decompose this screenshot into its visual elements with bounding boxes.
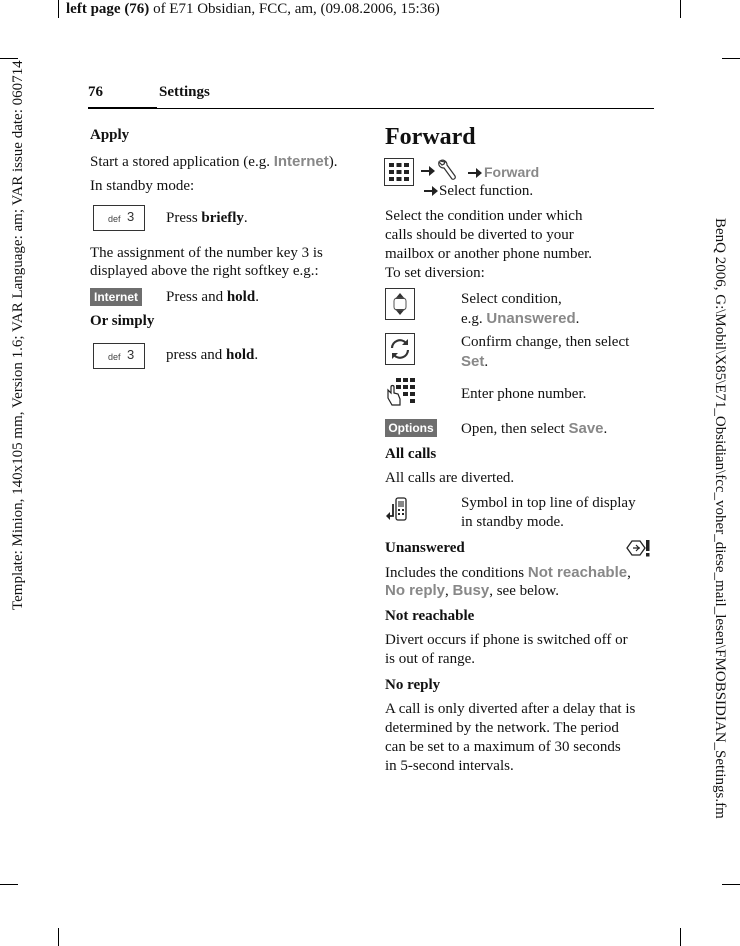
divert-phone-icon bbox=[385, 496, 409, 524]
key-3-icon bbox=[93, 205, 145, 231]
no-reply-line4: in 5-second intervals. bbox=[385, 758, 514, 774]
row3-text bbox=[166, 346, 258, 365]
crop-mark bbox=[58, 928, 59, 946]
print-header bbox=[66, 1, 440, 18]
arrow-right-icon bbox=[424, 185, 438, 197]
nav-forward: Forward bbox=[484, 164, 540, 180]
intro-line1: Select the condition under which bbox=[385, 208, 583, 224]
unanswered-line2 bbox=[385, 581, 559, 601]
keypad-entry-icon bbox=[384, 376, 418, 410]
header-rule bbox=[157, 108, 654, 109]
page-number: 76 bbox=[88, 84, 103, 100]
crop-mark bbox=[58, 0, 59, 18]
step1-pre: e.g. bbox=[461, 311, 487, 327]
step1-line2 bbox=[461, 309, 579, 329]
wrench-icon bbox=[436, 158, 458, 182]
options-softkey: Options bbox=[385, 419, 437, 437]
row3-post: . bbox=[254, 347, 259, 363]
step1-line1: Select condition, bbox=[461, 291, 562, 307]
step1-post: . bbox=[575, 311, 580, 327]
crop-mark bbox=[722, 884, 740, 885]
row2-pre: Press and bbox=[166, 289, 227, 305]
crop-mark bbox=[0, 58, 18, 59]
row1-post: . bbox=[243, 210, 248, 226]
step3-text: Enter phone number. bbox=[461, 386, 587, 402]
step4-text bbox=[461, 419, 607, 439]
or-simply: Or simply bbox=[90, 313, 155, 329]
unans2-post: , see below. bbox=[489, 583, 560, 599]
print-header-info: of E71 Obsidian, FCC, am, (09.08.2006, 15:36) bbox=[149, 1, 440, 17]
key-3-icon bbox=[93, 343, 145, 369]
confirm-cycle-icon bbox=[385, 333, 415, 365]
no-reply-line1: A call is only diverted after a delay that is bbox=[385, 701, 636, 717]
not-reachable-heading: Not reachable bbox=[385, 608, 475, 624]
all-calls-text: All calls are diverted. bbox=[385, 470, 515, 486]
side-file-path: BenQ 2006, G:\Mobil\X85\E71_Obsidian\fcc_voher_diese_mail_lesen\FMOBSIDIAN_Settings.fm bbox=[712, 218, 728, 819]
row2-bold: hold bbox=[226, 289, 256, 305]
crop-mark bbox=[722, 58, 740, 59]
assign-line1: The assignment of the number key 3 is bbox=[90, 245, 323, 261]
key-letters: def bbox=[108, 214, 121, 224]
row1-text bbox=[166, 209, 248, 228]
no-reply-line2: determined by the network. The period bbox=[385, 720, 619, 736]
navigate-up-down-icon bbox=[385, 288, 415, 320]
step2-line1: Confirm change, then select bbox=[461, 334, 630, 350]
no-reply-heading: No reply bbox=[385, 677, 441, 693]
network-provider-icon bbox=[624, 538, 652, 558]
side-template-info: Template: Minion, 140x105 mm, Version 1.6; VAR Language: am; VAR issue date: 060714 bbox=[10, 60, 26, 610]
forward-title: Forward bbox=[385, 124, 476, 150]
no-reply-line3: can be set to a maximum of 30 seconds bbox=[385, 739, 621, 755]
crop-mark bbox=[680, 0, 681, 18]
unans2-ui2: Busy bbox=[452, 582, 490, 599]
step2-line2 bbox=[461, 352, 488, 372]
row2-post: . bbox=[255, 289, 259, 305]
key-digit: 3 bbox=[127, 347, 135, 362]
step1-ui: Unanswered bbox=[486, 310, 576, 327]
all-calls-heading: All calls bbox=[385, 446, 437, 462]
unans2-sep: , bbox=[445, 583, 453, 599]
apply-heading: Apply bbox=[90, 127, 130, 143]
symbol-line2: in standby mode. bbox=[461, 514, 564, 530]
apply-text-ui: Internet bbox=[273, 153, 329, 170]
row3-bold: hold bbox=[226, 347, 255, 363]
internet-softkey: Internet bbox=[90, 288, 142, 306]
unanswered-heading: Unanswered bbox=[385, 540, 465, 556]
assign-line2: displayed above the right softkey e.g.: bbox=[90, 263, 319, 279]
unans1-post: , bbox=[627, 565, 631, 581]
arrow-right-icon bbox=[421, 165, 435, 177]
unanswered-line1 bbox=[385, 563, 631, 583]
unans1-pre: Includes the conditions bbox=[385, 565, 528, 581]
intro-line4: To set diversion: bbox=[385, 265, 485, 281]
crop-mark bbox=[680, 928, 681, 946]
symbol-line1: Symbol in top line of display bbox=[461, 495, 636, 511]
intro-line3: mailbox or another phone number. bbox=[385, 246, 593, 262]
step2-ui: Set bbox=[461, 353, 485, 370]
apply-text bbox=[90, 152, 337, 172]
print-header-page: left page (76) bbox=[66, 1, 150, 17]
nav-select: Select function. bbox=[439, 183, 534, 199]
apply-text-post: ). bbox=[328, 154, 338, 170]
unans2-ui1: No reply bbox=[385, 582, 446, 599]
unans1-ui: Not reachable bbox=[527, 564, 628, 581]
row1-bold: briefly bbox=[201, 210, 244, 226]
standby-text: In standby mode: bbox=[90, 178, 195, 194]
step4-post: . bbox=[603, 421, 608, 437]
intro-line2: calls should be diverted to your bbox=[385, 227, 574, 243]
row1-pre: Press bbox=[166, 210, 202, 226]
row3-pre: press and bbox=[166, 347, 226, 363]
key-digit: 3 bbox=[127, 209, 135, 224]
arrow-right-icon bbox=[468, 167, 482, 179]
step2-post: . bbox=[484, 354, 489, 370]
step4-ui: Save bbox=[568, 420, 604, 437]
step4-pre: Open, then select bbox=[461, 421, 569, 437]
key-letters: def bbox=[108, 352, 121, 362]
header-rule-thick bbox=[88, 107, 157, 109]
crop-mark bbox=[0, 884, 18, 885]
menu-grid-icon bbox=[384, 158, 414, 186]
not-reachable-line1: Divert occurs if phone is switched off or bbox=[385, 632, 628, 648]
not-reachable-line2: is out of range. bbox=[385, 651, 475, 667]
row2-text bbox=[166, 288, 259, 307]
section-title: Settings bbox=[159, 84, 210, 100]
apply-text-pre: Start a stored application (e.g. bbox=[90, 154, 274, 170]
